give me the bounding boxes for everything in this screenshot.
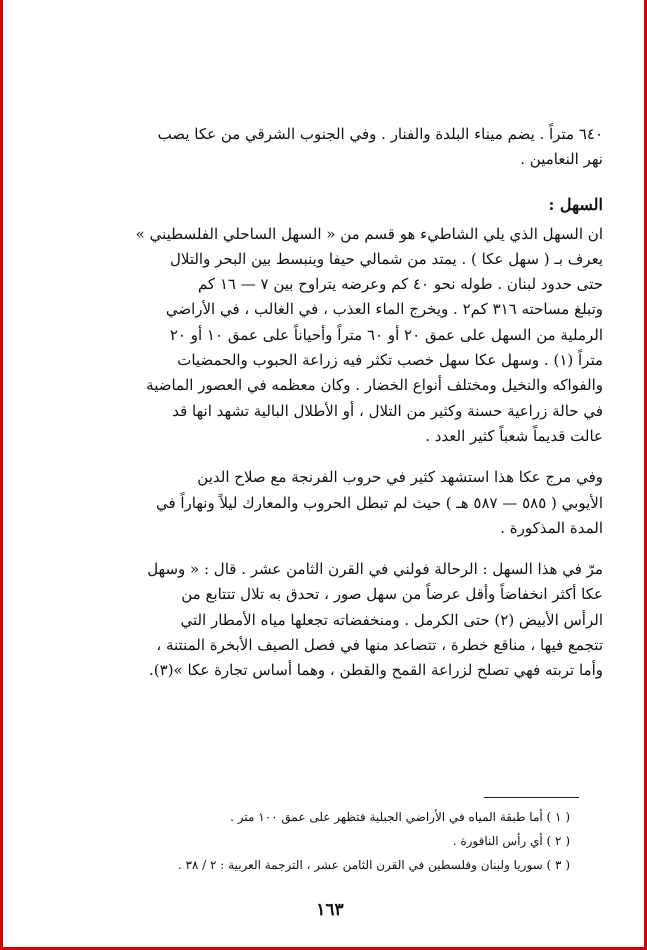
footnote: ( ١ ) أما طبقة المياه في الأراضي الجبلية فتظهر على عمق ١٠٠ متر . (230, 810, 570, 824)
text-line: الرملية من السهل على عمق ٢٠ أو ٦٠ متراً وأحياناً على عمق ١٠ أو ٢٠ (169, 325, 603, 344)
section-heading: السهل : (548, 194, 603, 214)
text-line: تتجمع فيها ، مناقع خطرة ، تتصاعد منها في فصل الصيف الأبخرة المنتنة ، (156, 636, 603, 655)
footnote-divider (484, 797, 579, 798)
text-line: المدة المذكورة . (500, 518, 603, 537)
footnote: ( ٣ ) سوريا ولبنان وفلسطين في القرن الثامن عشر ، الترجمة العربية : ٢ / ٣٨ . (177, 858, 570, 872)
page-number: ١٦٣ (316, 900, 344, 920)
footnotes (55, 805, 600, 877)
paragraph-4 (55, 557, 603, 683)
text-line: متراً (١) . وسهل عكا سهل خصب تكثر فيه زراعة الحبوب والحمضيات (177, 351, 603, 370)
text-line: الأيوبي ( ٥٨٥ — ٥٨٧ هـ ) حيث لم تبطل الحروب والمعارك ليلاً ونهاراً في (155, 493, 603, 512)
text-line: وتبلغ مساحته ٣١٦ كم٢ . ويخرج الماء العذب ، في الغالب ، في الأراضي (165, 300, 603, 319)
text-line: مرّ في هذا السهل : الرحالة فولني في القرن الثامن عشر . قال : « وسهل (147, 560, 603, 579)
paragraph-3 (55, 465, 603, 541)
text-line: والفواكه والنخيل ومختلف أنواع الخضار . وكان معظمه في العصور الماضية (146, 376, 603, 395)
footnote: ( ٢ ) أي رأس الناقورة . (452, 834, 570, 848)
text-line: وأما تربته فهي تصلح لزراعة القمح والقطن ، وهما أساس تجارة عكا »(٣). (149, 661, 603, 680)
text-line: يعرف بـ ( سهل عكا ) . يمتد من شمالي حيفا وينبسط بين البحر والتلال (169, 249, 603, 268)
text-line: ٦٤٠ متراً . يضم ميناء البلدة والفنار . وفي الجنوب الشرقي من عكا يصب (157, 125, 603, 143)
text-line: ان السهل الذي يلي الشاطيء هو قسم من « السهل الساحلي الفلسطيني » (135, 224, 603, 243)
text-line: وفي مرج عكا هذا استشهد كثير في حروب الفرنجة مع صلاح الدين (197, 468, 603, 487)
text-line: عكا أكثر انخفاضاً وأقل عرضاً من سهل صور ، تحدق به تلال تتتابع من (181, 585, 603, 604)
text-line: حتى حدود لبنان . طوله نحو ٤٠ كم وعرضه يتراوح بين ٧ — ١٦ كم (197, 275, 603, 294)
paragraph-2 (55, 222, 603, 450)
text-line: نهر النعامين . (520, 150, 603, 169)
paragraph-1 (55, 122, 603, 173)
page-border-left (0, 0, 3, 950)
text-line: عالت قديماً شعباً كثير العدد . (425, 426, 603, 445)
text-line: في حالة زراعية حسنة وكثير من التلال ، أو الأطلال البالية تشهد انها قد (172, 401, 603, 420)
page-body (55, 122, 603, 684)
text-line: الرأس الأبيض (٢) حتى الكرمل . ومنخفضاته تجعلها مياه الأمطار التي (180, 610, 603, 629)
